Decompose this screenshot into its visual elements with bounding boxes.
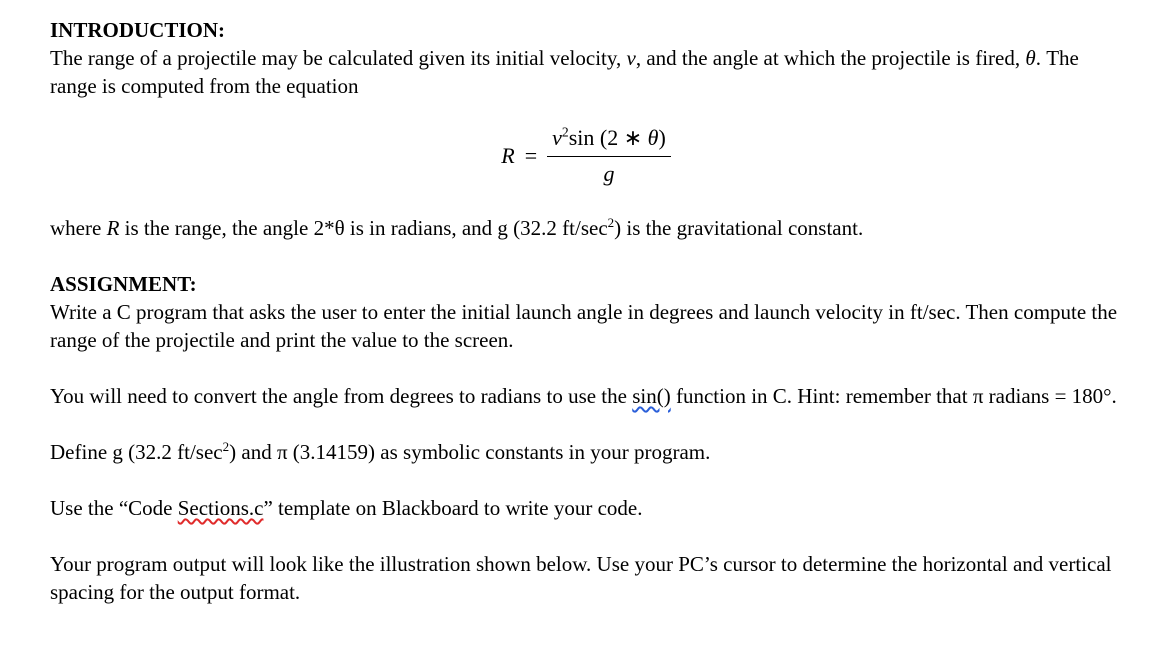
assignment-paragraph-4 <box>50 494 1122 522</box>
equation-fraction <box>547 124 671 188</box>
variable-theta: θ <box>1025 46 1036 70</box>
text-run: Define g (32.2 ft/sec <box>50 440 223 464</box>
equation-denominator: g <box>603 161 615 186</box>
introduction-heading: INTRODUCTION: <box>50 18 226 42</box>
equation-lhs: R <box>501 143 515 168</box>
equation-numerator <box>547 124 671 157</box>
superscript-two: 2 <box>607 215 615 230</box>
text-run: ) and π (3.14159) as symbolic constants in your program. <box>229 440 711 464</box>
sin-function-grammar-flag: sin() <box>632 384 671 408</box>
text-run: ) <box>658 125 666 150</box>
assignment-paragraph-3 <box>50 438 1122 466</box>
assignment-paragraph-2 <box>50 382 1122 410</box>
text-run: , and the angle at which the projectile is fired, <box>635 46 1026 70</box>
superscript-two: 2 <box>561 124 569 140</box>
variable-r: R <box>106 216 120 240</box>
where-paragraph <box>50 214 1122 242</box>
assignment-heading: ASSIGNMENT: <box>50 272 197 296</box>
text-run: . The range is computed from the equation <box>50 46 1079 98</box>
text-run: is the range, the angle 2*θ is in radians, and g (32.2 ft/sec <box>119 216 608 240</box>
range-equation <box>50 124 1122 188</box>
text-run: You will need to convert the angle from degrees to radians to use the <box>50 384 633 408</box>
variable-v: v <box>626 46 636 70</box>
text-run: sin (2 ∗ <box>568 125 648 150</box>
superscript-two: 2 <box>222 439 230 454</box>
text-run: Use the “Code <box>50 496 178 520</box>
variable-theta: θ <box>647 125 659 150</box>
introduction-paragraph <box>50 44 1122 100</box>
assignment-paragraph-1: Write a C program that asks the user to enter the initial launch angle in degrees and launch velocity in ft/sec. Then compute the range of the projectile and print the value to the screen. <box>50 300 1118 352</box>
variable-v: v <box>552 125 562 150</box>
text-run: ” template on Blackboard to write your code. <box>263 496 643 520</box>
filename-spellcheck-flag: Sections.c <box>177 496 264 520</box>
text-run: where <box>50 216 107 240</box>
assignment-paragraph-5: Your program output will look like the illustration shown below. Use your PC’s cursor to determine the horizontal and vertical spacing for the output format. <box>50 552 1112 604</box>
text-run: The range of a projectile may be calculated given its initial velocity, <box>50 46 627 70</box>
text-run: ) is the gravitational constant. <box>614 216 864 240</box>
equation-equals-sign: = <box>524 143 538 168</box>
text-run: function in C. Hint: remember that π radians = 180°. <box>670 384 1117 408</box>
